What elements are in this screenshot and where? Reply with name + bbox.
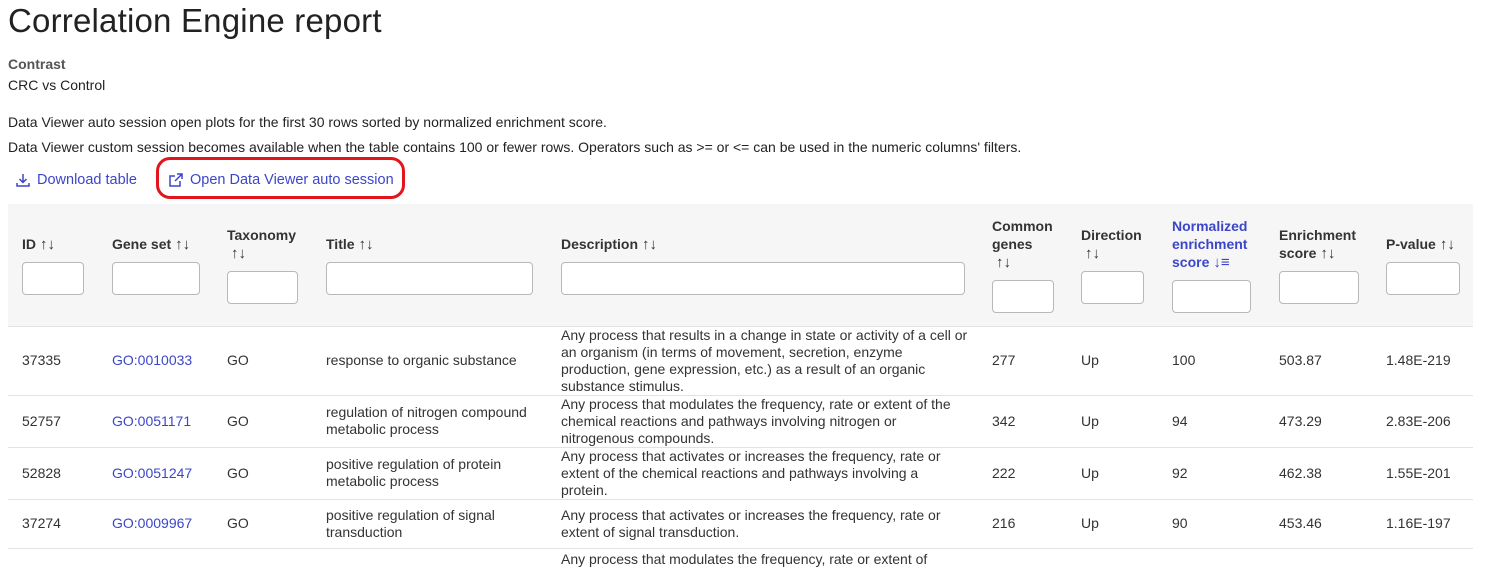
sort-descending-icon[interactable]: ↓≡ <box>1213 253 1230 271</box>
cell-nes: 100 <box>1158 326 1265 395</box>
cell-title: response to organic substance <box>312 326 547 395</box>
cell-enrichment <box>1265 548 1372 571</box>
table-row[interactable] <box>8 499 1473 548</box>
cell-description: Any process that modulates the frequency, rate or extent of the chemical reactions and pathways involving nitrogen or nitrogenous compounds. <box>547 395 978 447</box>
info-auto-session: Data Viewer auto session open plots for the first 30 rows sorted by normalized enrichment score. <box>8 114 607 130</box>
cell-enrichment: 503.87 <box>1265 326 1372 395</box>
filter-description-input[interactable] <box>561 262 965 295</box>
column-direction[interactable]: Direction ↑↓ <box>1067 204 1158 326</box>
cell-taxonomy: GO <box>213 499 312 548</box>
cell-common-genes <box>978 548 1067 571</box>
sort-icon[interactable]: ↑↓ <box>358 235 374 253</box>
filter-gene-set-input[interactable] <box>112 262 200 295</box>
cell-taxonomy: GO <box>213 326 312 395</box>
filter-direction-input[interactable] <box>1081 271 1144 304</box>
sort-icon[interactable]: ↑↓ <box>175 235 191 253</box>
column-common-genes[interactable]: Common genes ↑↓ <box>978 204 1067 326</box>
cell-direction: Up <box>1067 395 1158 447</box>
cell-direction: Up <box>1067 447 1158 499</box>
gene-set-link[interactable]: GO:0010033 <box>112 352 193 368</box>
gene-set-link[interactable]: GO:0051171 <box>112 412 192 429</box>
cell-title <box>312 548 547 571</box>
cell-p-value: 1.48E-219 <box>1372 326 1473 395</box>
highlight-annotation <box>156 157 405 199</box>
download-icon <box>15 172 31 188</box>
filter-p-value-input[interactable] <box>1386 262 1460 295</box>
filter-enrichment-input[interactable] <box>1279 271 1359 304</box>
sort-icon[interactable]: ↑↓ <box>231 244 246 262</box>
cell-common-genes: 222 <box>978 447 1067 499</box>
column-enrichment-score[interactable]: Enrichment score ↑↓ <box>1265 204 1372 326</box>
cell-nes: 94 <box>1158 395 1265 447</box>
column-p-value[interactable]: P-value ↑↓ <box>1372 204 1473 326</box>
column-taxonomy[interactable]: Taxonomy ↑↓ <box>213 204 312 326</box>
table-header-row <box>8 204 1473 326</box>
cell-direction <box>1067 548 1158 571</box>
cell-direction: Up <box>1067 326 1158 395</box>
gene-set-link[interactable]: GO:0009967 <box>112 515 193 531</box>
cell-taxonomy: GO <box>213 395 312 447</box>
gene-set-link[interactable]: GO:0051247 <box>112 464 193 481</box>
cell-common-genes: 216 <box>978 499 1067 548</box>
open-data-viewer-label: Open Data Viewer auto session <box>190 172 394 188</box>
cell-description: Any process that modulates the frequency, rate or extent of <box>547 548 978 571</box>
sort-icon[interactable]: ↑↓ <box>996 253 1011 271</box>
filter-nes-input[interactable] <box>1172 280 1251 313</box>
cell-id <box>8 548 98 571</box>
sort-icon[interactable]: ↑↓ <box>1320 244 1336 262</box>
download-table-button[interactable] <box>15 169 137 191</box>
cell-nes: 90 <box>1158 499 1265 548</box>
table-row[interactable] <box>8 395 1473 447</box>
cell-common-genes: 277 <box>978 326 1067 395</box>
results-table <box>8 204 1473 571</box>
cell-taxonomy <box>213 548 312 571</box>
table-row[interactable] <box>8 447 1473 499</box>
cell-id: 37335 <box>8 326 98 395</box>
info-custom-session: Data Viewer custom session becomes available when the table contains 100 or fewer rows. Operators such as >= or <= can be used in the numeric columns' filters. <box>8 139 1022 155</box>
sort-icon[interactable]: ↑↓ <box>40 235 55 253</box>
column-normalized-enrichment-score[interactable]: Normalized enrichment score ↓≡ <box>1158 204 1265 326</box>
cell-p-value: 1.16E-197 <box>1372 499 1473 548</box>
cell-id: 37274 <box>8 499 98 548</box>
column-title[interactable]: Title ↑↓ <box>312 204 547 326</box>
cell-enrichment: 453.46 <box>1265 499 1372 548</box>
cell-description: Any process that activates or increases the frequency, rate or extent of signal transduction. <box>547 499 978 548</box>
cell-description: Any process that activates or increases the frequency, rate or extent of the chemical reactions and pathways involving a protein. <box>547 447 978 499</box>
column-description[interactable]: Description ↑↓ <box>547 204 978 326</box>
download-table-label: Download table <box>37 172 137 188</box>
cell-title: positive regulation of signal transduction <box>312 499 547 548</box>
sort-icon[interactable]: ↑↓ <box>642 235 658 253</box>
column-id[interactable]: ID ↑↓ <box>8 204 98 326</box>
table-row[interactable] <box>8 548 1473 571</box>
sort-icon[interactable]: ↑↓ <box>1439 235 1455 253</box>
contrast-value: CRC vs Control <box>8 77 106 93</box>
cell-direction: Up <box>1067 499 1158 548</box>
filter-common-genes-input[interactable] <box>992 280 1054 313</box>
cell-nes: 92 <box>1158 447 1265 499</box>
cell-taxonomy: GO <box>213 447 312 499</box>
cell-id: 52828 <box>8 447 98 499</box>
filter-id-input[interactable] <box>22 262 84 295</box>
cell-nes <box>1158 548 1265 571</box>
cell-description: Any process that results in a change in state or activity of a cell or an organism (in terms of movement, secretion, enzyme production, gene expression, etc.) as a result of an organic substance stimulus. <box>547 326 978 395</box>
table-row[interactable] <box>8 326 1473 395</box>
filter-taxonomy-input[interactable] <box>227 271 298 304</box>
cell-p-value: 2.83E-206 <box>1372 395 1473 447</box>
cell-enrichment: 462.38 <box>1265 447 1372 499</box>
cell-enrichment: 473.29 <box>1265 395 1372 447</box>
column-gene-set[interactable]: Gene set ↑↓ <box>98 204 213 326</box>
cell-p-value: 1.55E-201 <box>1372 447 1473 499</box>
contrast-label: Contrast <box>8 56 66 72</box>
cell-common-genes: 342 <box>978 395 1067 447</box>
page-title: Correlation Engine report <box>8 2 382 39</box>
cell-id: 52757 <box>8 395 98 447</box>
cell-title: positive regulation of protein metabolic process <box>312 447 547 499</box>
filter-title-input[interactable] <box>326 262 533 295</box>
cell-title: regulation of nitrogen compound metabolic process <box>312 395 547 447</box>
cell-p-value <box>1372 548 1473 571</box>
sort-icon[interactable]: ↑↓ <box>1085 244 1100 262</box>
